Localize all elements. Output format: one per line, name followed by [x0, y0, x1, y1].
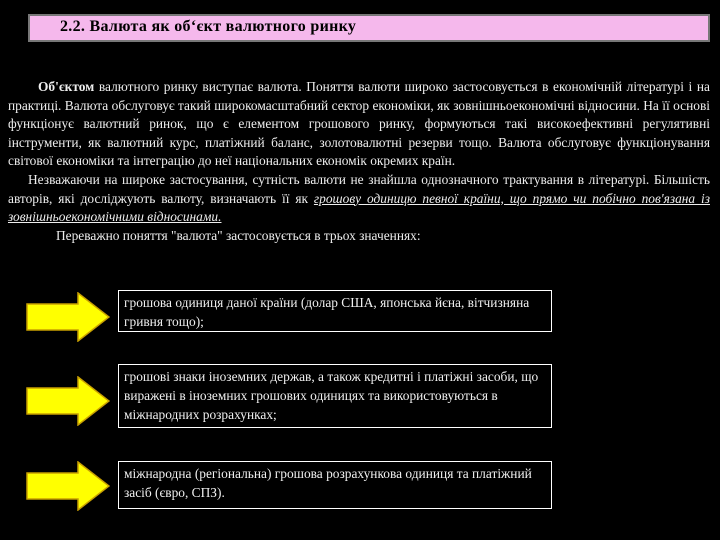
- paragraph-3: [8, 227, 710, 246]
- meaning-box-2: [118, 364, 552, 428]
- meaning-box-3: [118, 461, 552, 509]
- meaning-text-3: міжнародна (регіональна) грошова розрахункова одиниця та платіжний засіб (євро, СПЗ).: [124, 466, 532, 500]
- slide-title-bar: [28, 14, 710, 42]
- paragraph-2: [8, 171, 710, 227]
- paragraph-2-definition: грошову одиницю певної країни, що прямо чи побічно пов'язана із зовнішньоекономічними відносинами.: [8, 190, 710, 225]
- meaning-text-2: грошові знаки іноземних держав, а також кредитні і платіжні засоби, що виражені в іноземних грошових одиницях та використовуються в міжнародних розрахунках;: [124, 369, 539, 422]
- paragraph-1-text: валютного ринку виступає валюта. Поняття валюти широко застосовується в економічній літературі і на практиці. Валюта обслуговує такий широкомасштабний сектор економіки, як зовнішньоекономічні відносини. На її основі функціонує валютний ринок, що є елементом грошового ринку, формуються такі високоефективні регулятивні інструменти, як валютний курс, платіжний баланс, золотовалютні резерви тощо. Валюта обслуговує функціонування світової економіки та інтеграцію до неї національних економік окремих країн.: [8, 79, 710, 169]
- slide-title: 2.2. Валюта як об‘єкт валютного ринку: [60, 18, 357, 35]
- paragraph-1-subject: Об'єктом: [38, 79, 95, 94]
- arrow-right-icon: [26, 292, 110, 342]
- meaning-box-1: [118, 290, 552, 332]
- paragraph-1: [8, 78, 710, 171]
- arrow-right-icon: [26, 461, 110, 511]
- meaning-text-1: грошова одиниця даної країни (долар США, японська йєна, вітчизняна гривня тощо);: [124, 295, 530, 329]
- paragraph-2-text: Незважаючи на широке застосування, сутність валюти не знайшла однозначного трактування в літературі. Більшість авторів, які досліджують валюту, визначають її як: [8, 171, 710, 206]
- arrow-right-icon: [26, 376, 110, 426]
- main-text: [8, 78, 710, 245]
- paragraph-3-text: Переважно поняття "валюта" застосовується в трьох значеннях:: [56, 227, 421, 243]
